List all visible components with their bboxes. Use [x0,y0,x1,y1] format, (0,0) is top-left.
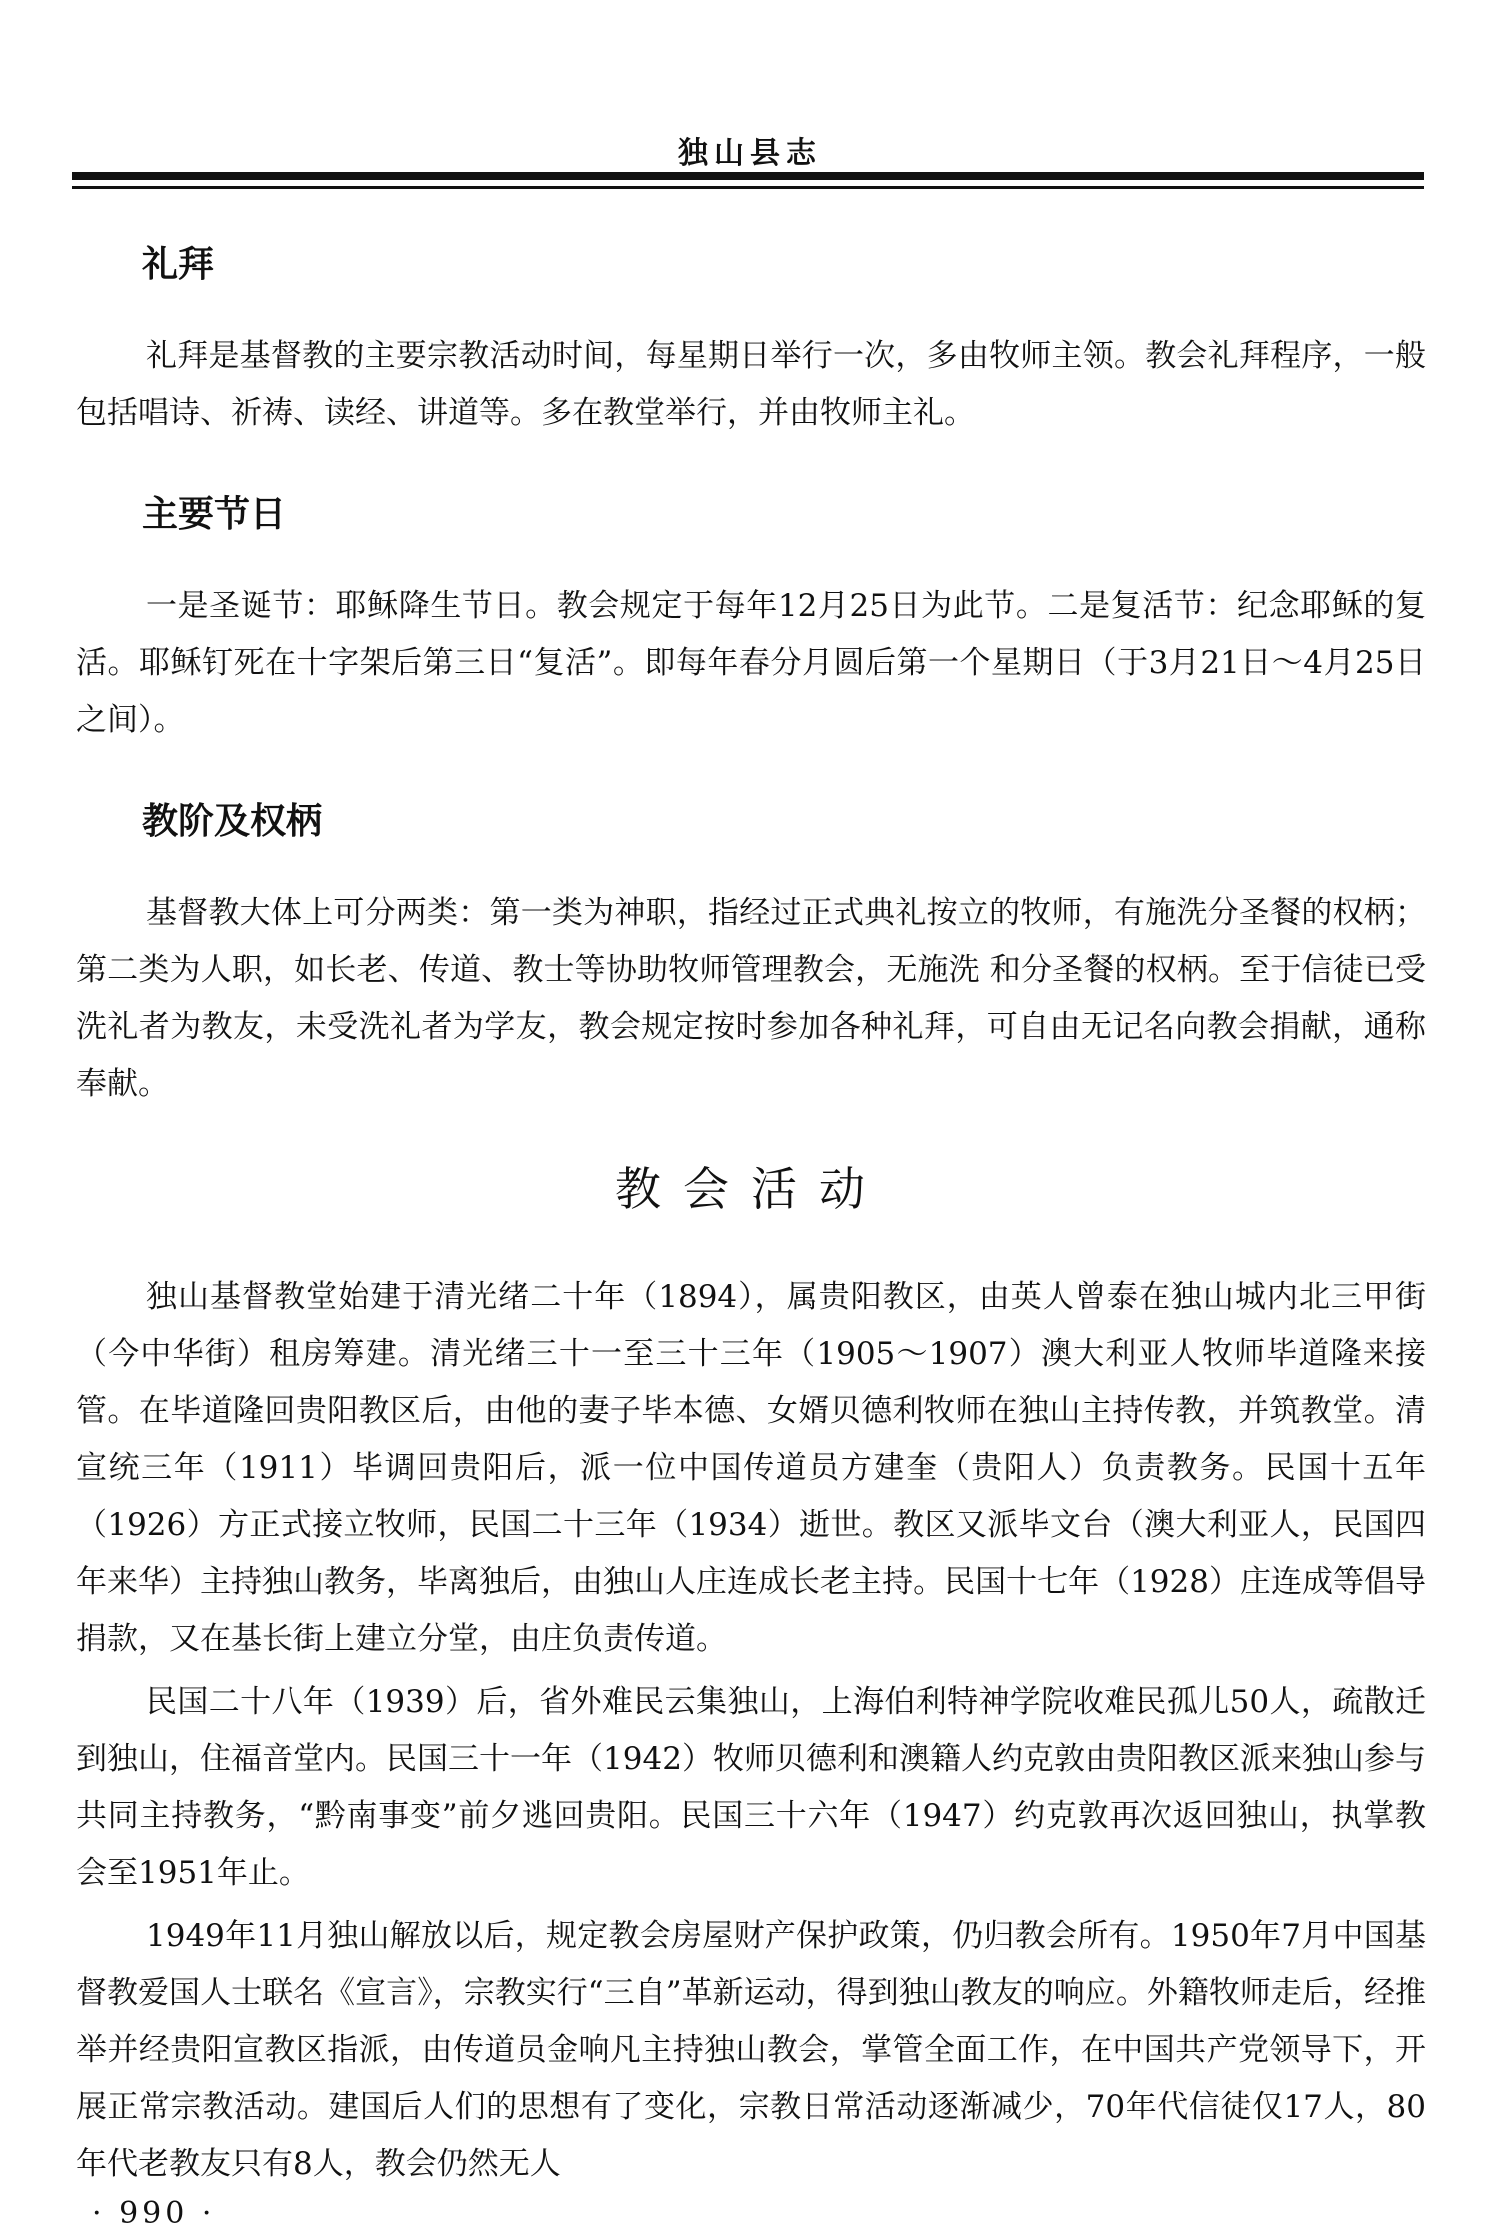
section-text-worship: 礼拜是基督教的主要宗教活动时间，每星期日举行一次，多由牧师主领。教会礼拜程序，一般包括唱诗、祈祷、读经、讲道等。多在教堂举行，并由牧师主礼。 [76,338,1426,431]
section-text-festivals: 一是圣诞节：耶稣降生节日。教会规定于每年12月25日为此节。二是复活节：纪念耶稣的复活。耶稣钉死在十字架后第三日“复活”。即每年春分月圆后第一个星期日（于3月21日～4月25日之间）。 [76,588,1426,738]
chapter-paragraph: 1949年11月独山解放以后，规定教会房屋财产保护政策，仍归教会所有。1950年7月中国基督教爱国人士联名《宣言》，宗教实行“三自”革新运动，得到独山教友的响应。外籍牧师走后，经推举并经贵阳宣教区指派，由传道员金响凡主持独山教会，掌管全面工作，在中国共产党领导下，开展正常宗教活动。建国后人们的思想有了变化，宗教日常活动逐渐减少，70年代信徒仅17人，80年代老教友只有8人，教会仍然无人 [76,1918,1426,2182]
header-rule-thin [72,186,1424,189]
running-head-title: 独山县志 [678,136,822,171]
section-text-hierarchy: 基督教大体上可分两类：第一类为神职，指经过正式典礼按立的牧师，有施洗分圣餐的权柄；第二类为人职，如长老、传道、教士等协助牧师管理教会，无施洗 和分圣餐的权柄。至于信徒已受洗礼者为教友，未受洗礼者为学友，教会规定按时参加各种礼拜，可自由无记名向教会捐献，通称奉献。 [76,895,1426,1102]
chapter-paragraph: 民国二十八年（1939）后，省外难民云集独山，上海伯利特神学院收难民孤儿50人，疏散迁到独山，住福音堂内。民国三十一年（1942）牧师贝德利和澳籍人约克敦由贵阳教区派来独山参与共同主持教务，“黔南事变”前夕逃回贵阳。民国三十六年（1947）约克敦再次返回独山，执掌教会至1951年止。 [76,1684,1426,1891]
page-number: · 990 · [92,2196,216,2231]
section-heading-worship: 礼拜 [142,243,215,285]
section-heading-festivals: 主要节日 [142,493,287,535]
chapter-title: 教会活动 [615,1162,887,1216]
header-rule-thick [72,172,1424,180]
chapter-paragraph: 独山基督教堂始建于清光绪二十年（1894），属贵阳教区，由英人曾泰在独山城内北三甲街（今中华街）租房筹建。清光绪三十一至三十三年（1905～1907）澳大利亚人牧师毕道隆来接管。在毕道隆回贵阳教区后，由他的妻子毕本德、女婿贝德利牧师在独山主持传教，并筑教堂。清宣统三年（1911）毕调回贵阳后，派一位中国传道员方建奎（贵阳人）负责教务。民国十五年（1926）方正式接立牧师，民国二十三年（1934）逝世。教区又派毕文台（澳大利亚人，民国四年来华）主持独山教务，毕离独后，由独山人庄连成长老主持。民国十七年（1928）庄连成等倡导捐款，又在基长街上建立分堂，由庄负责传道。 [76,1279,1426,1657]
page-body [76,236,1426,2199]
section-heading-hierarchy: 教阶及权柄 [142,800,323,842]
